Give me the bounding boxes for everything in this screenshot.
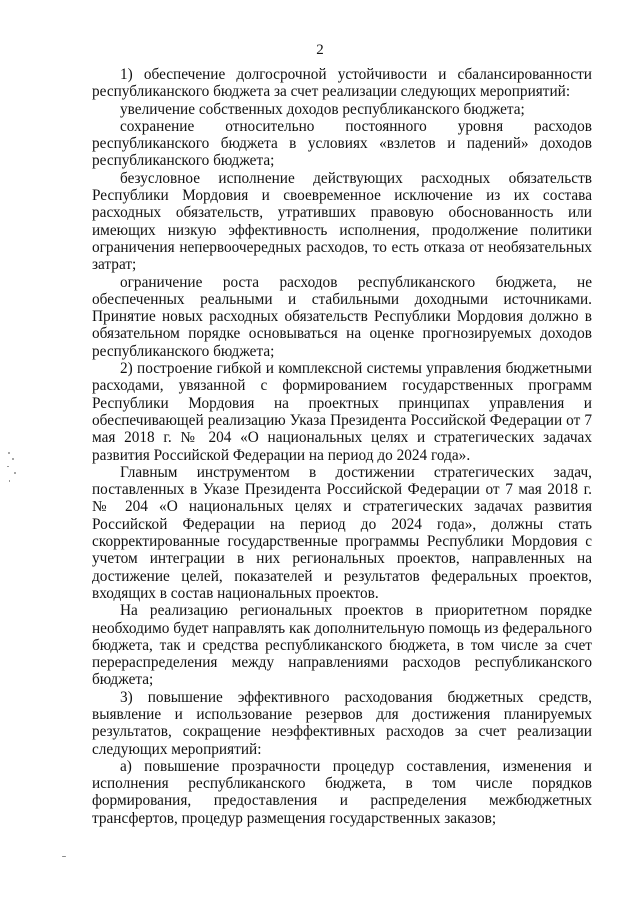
scan-artifact (9, 480, 10, 482)
paragraph-own-revenue: увеличение собственных доходов республиканского бюджета; (120, 100, 525, 118)
paragraph-limit-growth: ограничение роста расходов республиканского бюджета, не обеспеченных реальными и стабильными доходными источниками. Принятие новых расходных обязательств Республики Мордовия должно в обязательном порядке основываться на оценке прогнозируемых доходов республиканского бюджета; (92, 273, 592, 360)
scan-artifact (12, 458, 14, 460)
paragraph-obligations: безусловное исполнение действующих расходных обязательств Республики Мордовия и своевременное исключение из их состава расходных обязательств, утративших правовую обоснованность или имеющих низкую эффективность исполнения, продолжение политики ограничения непервоочередных расходов, то есть отказа от необязательных затрат; (92, 169, 592, 274)
scan-artifact (62, 856, 66, 857)
paragraph-goal-3: 3) повышение эффективного расходования бюджетных средств, выявление и использование резервов для достижения планируемых результатов, сокращение неэффективных расходов за счет реализации следующих мероприятий: (92, 688, 592, 758)
document-body (92, 66, 592, 827)
paragraph-goal-2: 2) построение гибкой и комплексной системы управления бюджетными расходами, увязанной с формированием государственных программ Республики Мордовия на проектных принципах управления и обеспечивающей реализацию Указа Президента Российской Федерации от 7 мая 2018 г. № 204 «О национальных целях и стратегических задачах развития Российской Федерации на период до 2024 года». (92, 360, 592, 464)
paragraph-stable-expenses: сохранение относительно постоянного уровня расходов республиканского бюджета в условиях «взлетов и падений» доходов республиканского бюджета; (92, 117, 592, 170)
scan-artifact (7, 466, 9, 467)
page-number: 2 (316, 42, 324, 58)
scan-artifact (14, 472, 16, 474)
paragraph-goal-1: 1) обеспечение долгосрочной устойчивости и сбалансированности республиканского бюджета за счет реализации следующих мероприятий: (92, 66, 592, 101)
paragraph-regional-projects: На реализацию региональных проектов в приоритетном порядке необходимо будет направлять как дополнительную помощь из федерального бюджета, так и средства республиканского бюджета, в том числе за счет перераспределения между направлениями расходов республиканского бюджета; (92, 602, 592, 689)
paragraph-main-instrument: Главным инструментом в достижении стратегических задач, поставленных в Указе Президента Российской Федерации от 7 мая 2018 г. № 204 «О национальных целях и стратегических задачах развития Российской Федерации на период до 2024 года», должны стать скорректированные государственные программы Республики Мордовия с учетом интеграции в них региональных проектов, направленных на достижение целей, показателей и результатов федеральных проектов, входящих в состав национальных проектов. (92, 463, 592, 602)
scan-artifact (8, 452, 10, 454)
paragraph-item-a: а) повышение прозрачности процедур составления, изменения и исполнения республиканского бюджета, в том числе порядков формирования, предоставления и распределения межбюджетных трансфертов, процедур размещения государственных заказов; (92, 757, 592, 827)
